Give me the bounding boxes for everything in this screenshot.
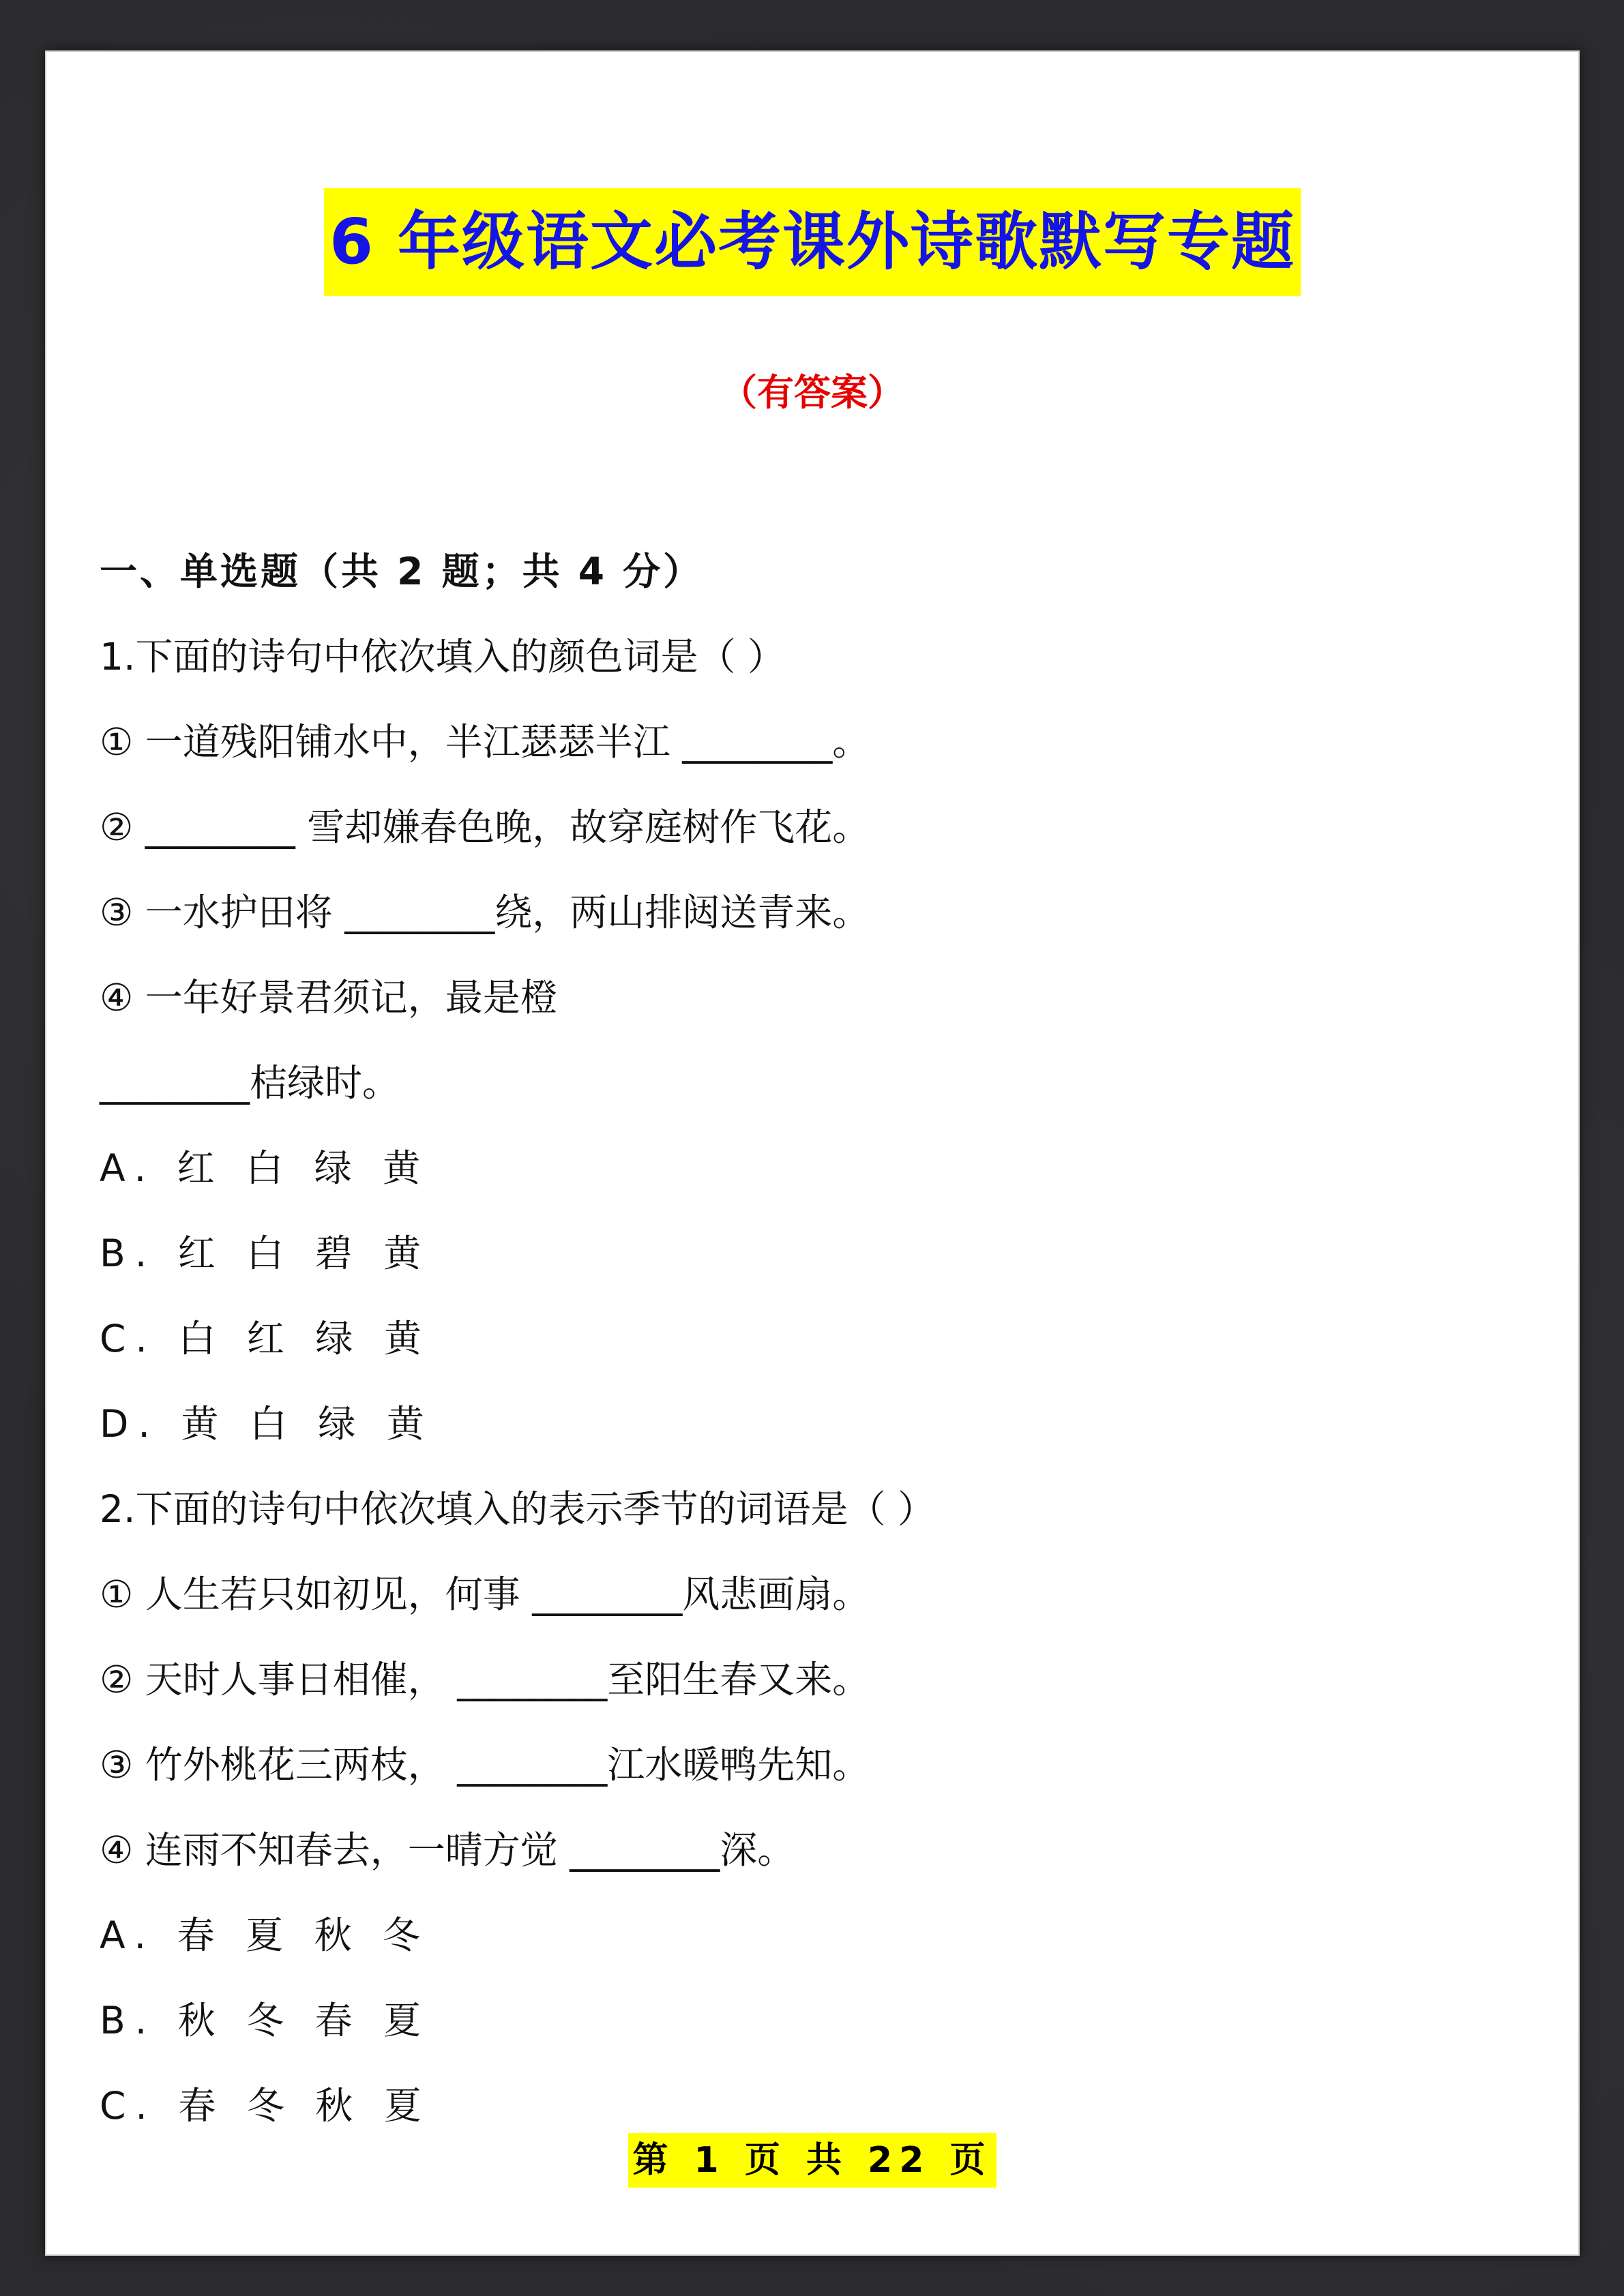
question-stem: 2.下面的诗句中依次填入的表示季节的词语是（ ） xyxy=(100,1487,935,1531)
page-title: 6 年级语文必考课外诗歌默写专题 xyxy=(324,188,1301,296)
answer-option-b: B. 红 白 碧 黄 xyxy=(100,1232,431,1275)
answer-option-a: A. 春 夏 秋 冬 xyxy=(100,1913,430,1957)
poem-line: ② ________ 雪却嫌春色晚，故穿庭树作飞花。 xyxy=(100,805,870,849)
poem-line: ② 天时人事日相催， ________至阳生春又来。 xyxy=(100,1658,870,1701)
poem-line: ③ 一水护田将 ________绕，两山排闼送青来。 xyxy=(100,891,870,934)
footer-container xyxy=(46,2133,1578,2188)
poem-line: ④ 连雨不知春去，一晴方觉 ________深。 xyxy=(100,1828,795,1872)
answer-option-b: B. 秋 冬 春 夏 xyxy=(100,1999,431,2042)
page-subtitle: （有答案） xyxy=(720,371,904,414)
poem-line: ① 一道残阳铺水中，半江瑟瑟半江 ________。 xyxy=(100,720,870,764)
page-number: 第 1 页 共 22 页 xyxy=(628,2133,996,2188)
answer-option-c: C. 白 红 绿 黄 xyxy=(100,1317,431,1360)
answer-option-c: C. 春 冬 秋 夏 xyxy=(100,2084,431,2128)
section-heading: 一、单选题（共 2 题；共 4 分） xyxy=(100,550,704,593)
question-stem: 1.下面的诗句中依次填入的颜色词是（ ） xyxy=(100,635,785,679)
content-body xyxy=(100,529,1537,2149)
title-container xyxy=(46,188,1578,296)
document-page xyxy=(45,50,1580,2256)
answer-option-a: A. 红 白 绿 黄 xyxy=(100,1146,430,1190)
poem-line: ________桔绿时。 xyxy=(100,1061,400,1105)
question-1 xyxy=(100,614,1537,1467)
poem-line: ③ 竹外桃花三两枝， ________江水暖鸭先知。 xyxy=(100,1743,870,1787)
poem-line: ① 人生若只如初见，何事 ________风悲画扇。 xyxy=(100,1572,870,1616)
answer-option-d: D. 黄 白 绿 黄 xyxy=(100,1402,434,1446)
question-2 xyxy=(100,1467,1537,2149)
poem-line: ④ 一年好景君须记，最是橙 xyxy=(100,976,558,1019)
